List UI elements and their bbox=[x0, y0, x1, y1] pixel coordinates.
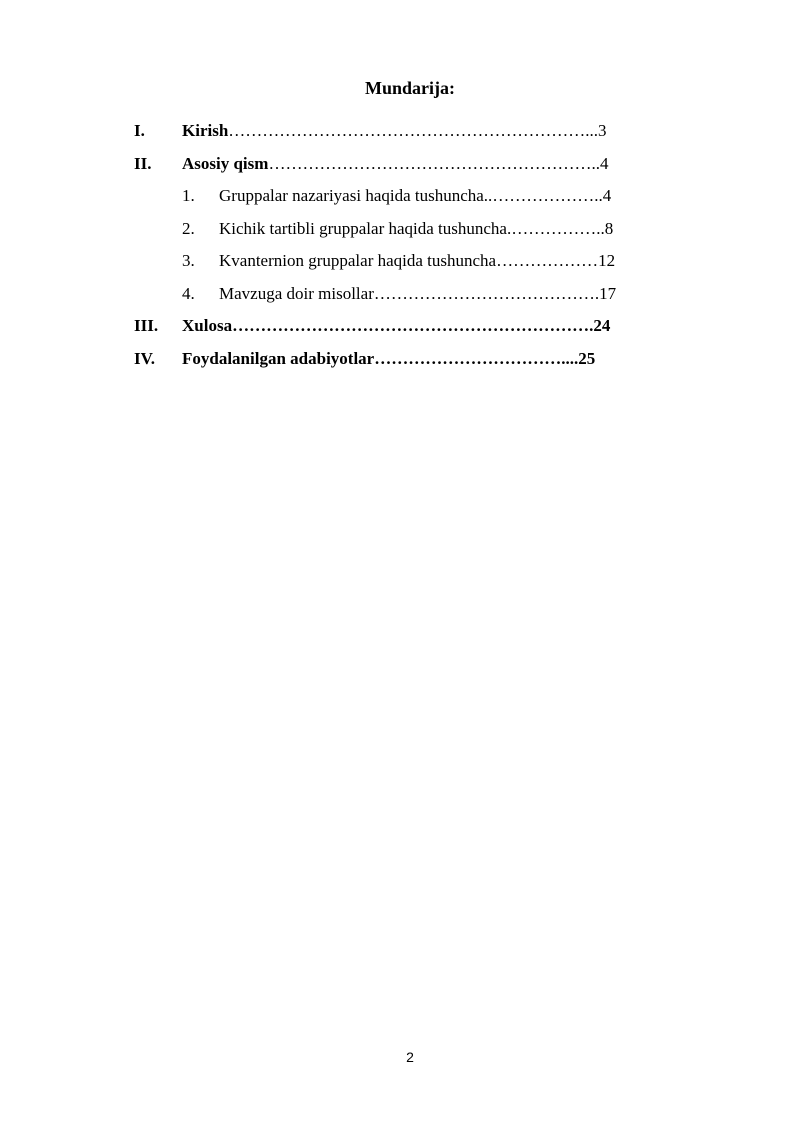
toc-entry-examples bbox=[134, 283, 674, 316]
toc-leader: …………………………………………………..4 bbox=[268, 153, 609, 173]
toc-leader: ………………………………………………………...3 bbox=[228, 121, 607, 140]
toc-number: II. bbox=[134, 153, 152, 173]
toc-text: Kvanternion gruppalar haqida tushuncha………………12 bbox=[219, 251, 616, 270]
toc-number: 2. bbox=[182, 218, 195, 238]
toc-entry-main-part bbox=[134, 153, 674, 186]
toc-entry-introduction bbox=[134, 120, 674, 153]
toc-number: 3. bbox=[182, 251, 195, 270]
toc-text: Xulosa……………………………………………………….24 bbox=[182, 316, 611, 335]
toc-number: I. bbox=[134, 121, 145, 140]
toc-label: Kirish bbox=[182, 121, 229, 140]
toc-text bbox=[182, 153, 608, 175]
page-number: 2 bbox=[406, 1049, 414, 1065]
toc-number: IV. bbox=[134, 348, 155, 368]
page-title: Mundarija: bbox=[365, 78, 455, 98]
toc-number: 1. bbox=[182, 186, 195, 205]
toc-label: Asosiy qism bbox=[182, 153, 269, 173]
toc-number: III. bbox=[134, 316, 159, 335]
toc-entry-quaternion-groups bbox=[134, 250, 674, 283]
toc-text bbox=[182, 120, 607, 142]
toc-number: 4. bbox=[182, 283, 195, 303]
toc-text: Mavzuga doir misollar………………………………….17 bbox=[219, 283, 617, 303]
toc-text: Gruppalar nazariyasi haqida tushuncha..………………..4 bbox=[219, 186, 612, 205]
toc-entry-small-order-groups bbox=[134, 218, 674, 251]
toc-text: Kichik tartibli gruppalar haqida tushuncha.……………..8 bbox=[219, 218, 614, 238]
table-of-contents bbox=[134, 120, 674, 380]
toc-entry-references bbox=[134, 348, 674, 381]
toc-entry-group-theory bbox=[134, 185, 674, 218]
toc-entry-conclusion bbox=[134, 315, 674, 348]
toc-text: Foydalanilgan adabiyotlar……………………………....25 bbox=[182, 348, 596, 368]
